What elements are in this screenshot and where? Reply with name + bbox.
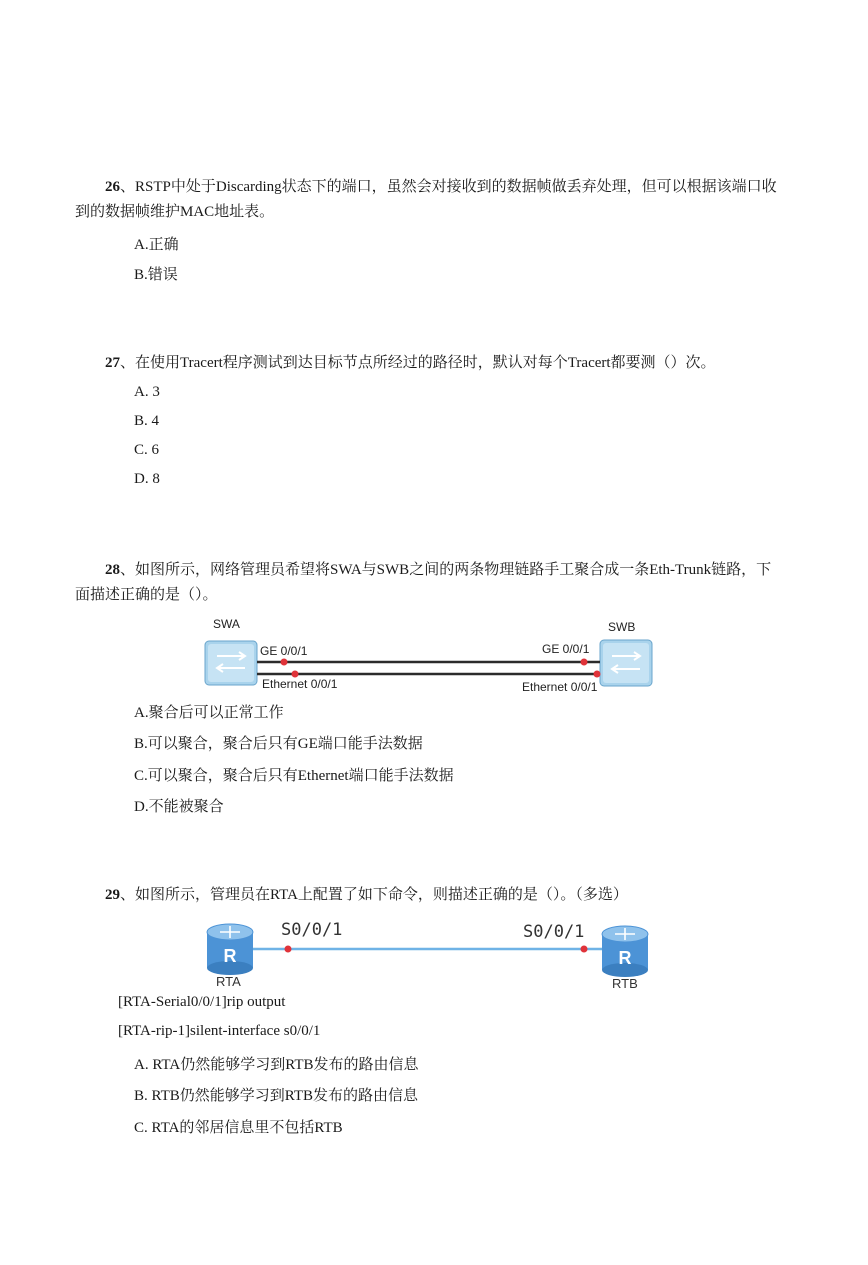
swb-switch-icon (600, 640, 652, 686)
question-26-option-a[interactable]: A.正确 (134, 237, 179, 253)
question-26 (75, 175, 787, 225)
question-28 (75, 558, 787, 608)
question-28-stem-line1: 28、如图所示，网络管理员希望将SWA与SWB之间的两条物理链路手工聚合成一条Eth-Trunk链路，下 (105, 562, 772, 578)
swb-eth-port-label: Ethernet 0/0/1 (522, 680, 598, 694)
question-29-option-a[interactable]: A. RTA仍然能够学习到RTB发布的路由信息 (134, 1057, 419, 1073)
question-26-stem-line1: 26、RSTP中处于Discarding状态下的端口，虽然会对接收到的数据帧做丢弃处理，但可以根据该端口收 (105, 179, 777, 195)
rtb-label: RTB (612, 976, 638, 991)
swb-label: SWB (608, 620, 636, 634)
svg-text:R: R (618, 948, 632, 968)
question-27-option-d[interactable]: D. 8 (134, 471, 160, 487)
swb-ge-port-label: GE 0/0/1 (542, 642, 590, 656)
question-27 (75, 351, 787, 376)
question-27-option-c[interactable]: C. 6 (134, 442, 160, 458)
swa-ge-port-dot (281, 659, 288, 666)
rta-port-dot (285, 946, 292, 953)
switch-topology-diagram (195, 612, 665, 700)
question-29-stem-line1: 29、如图所示，管理员在RTA上配置了如下命令，则描述正确的是（）。（多选） (105, 887, 628, 903)
rta-port-label: S0/0/1 (281, 920, 343, 940)
question-number: 26 (105, 179, 120, 195)
question-28-option-b[interactable]: B.可以聚合，聚合后只有GE端口能手法数据 (134, 736, 423, 752)
question-28-option-d[interactable]: D.不能被聚合 (134, 799, 224, 815)
swa-label: SWA (213, 617, 240, 631)
question-28-option-a[interactable]: A.聚合后可以正常工作 (134, 705, 284, 721)
question-number: 27 (105, 355, 120, 371)
swb-eth-port-dot (594, 671, 601, 678)
rta-router-icon (207, 924, 253, 975)
question-28-option-c[interactable]: C.可以聚合，聚合后只有Ethernet端口能手法数据 (134, 768, 454, 784)
rtb-router-icon (602, 926, 648, 977)
question-26-option-b[interactable]: B.错误 (134, 267, 178, 283)
swb-ge-port-dot (581, 659, 588, 666)
question-number: 28 (105, 562, 120, 578)
question-27-option-a[interactable]: A. 3 (134, 384, 160, 400)
rtb-port-dot (581, 946, 588, 953)
question-29-option-b[interactable]: B. RTB仍然能够学习到RTB发布的路由信息 (134, 1088, 419, 1104)
question-29-option-c[interactable]: C. RTA的邻居信息里不包括RTB (134, 1120, 343, 1136)
swa-switch-icon (205, 641, 257, 685)
config-command-2: [RTA-rip-1]silent-interface s0/0/1 (118, 1023, 321, 1039)
swa-eth-port-label: Ethernet 0/0/1 (262, 677, 338, 691)
swa-ge-port-label: GE 0/0/1 (260, 644, 308, 658)
question-28-stem-line2: 面描述正确的是（）。 (75, 587, 218, 603)
question-26-stem-line2: 到的数据帧维护MAC地址表。 (75, 204, 275, 220)
rta-label: RTA (216, 974, 241, 989)
question-number: 29 (105, 887, 120, 903)
question-27-stem-line1: 27、在使用Tracert程序测试到达目标节点所经过的路径时，默认对每个Tracert都要测（）次。 (105, 355, 716, 371)
rtb-port-label: S0/0/1 (523, 922, 585, 942)
router-topology-diagram (195, 912, 670, 992)
config-command-1: [RTA-Serial0/0/1]rip output (118, 994, 286, 1010)
svg-text:R: R (223, 946, 237, 966)
question-29 (75, 883, 787, 908)
question-27-option-b[interactable]: B. 4 (134, 413, 160, 429)
